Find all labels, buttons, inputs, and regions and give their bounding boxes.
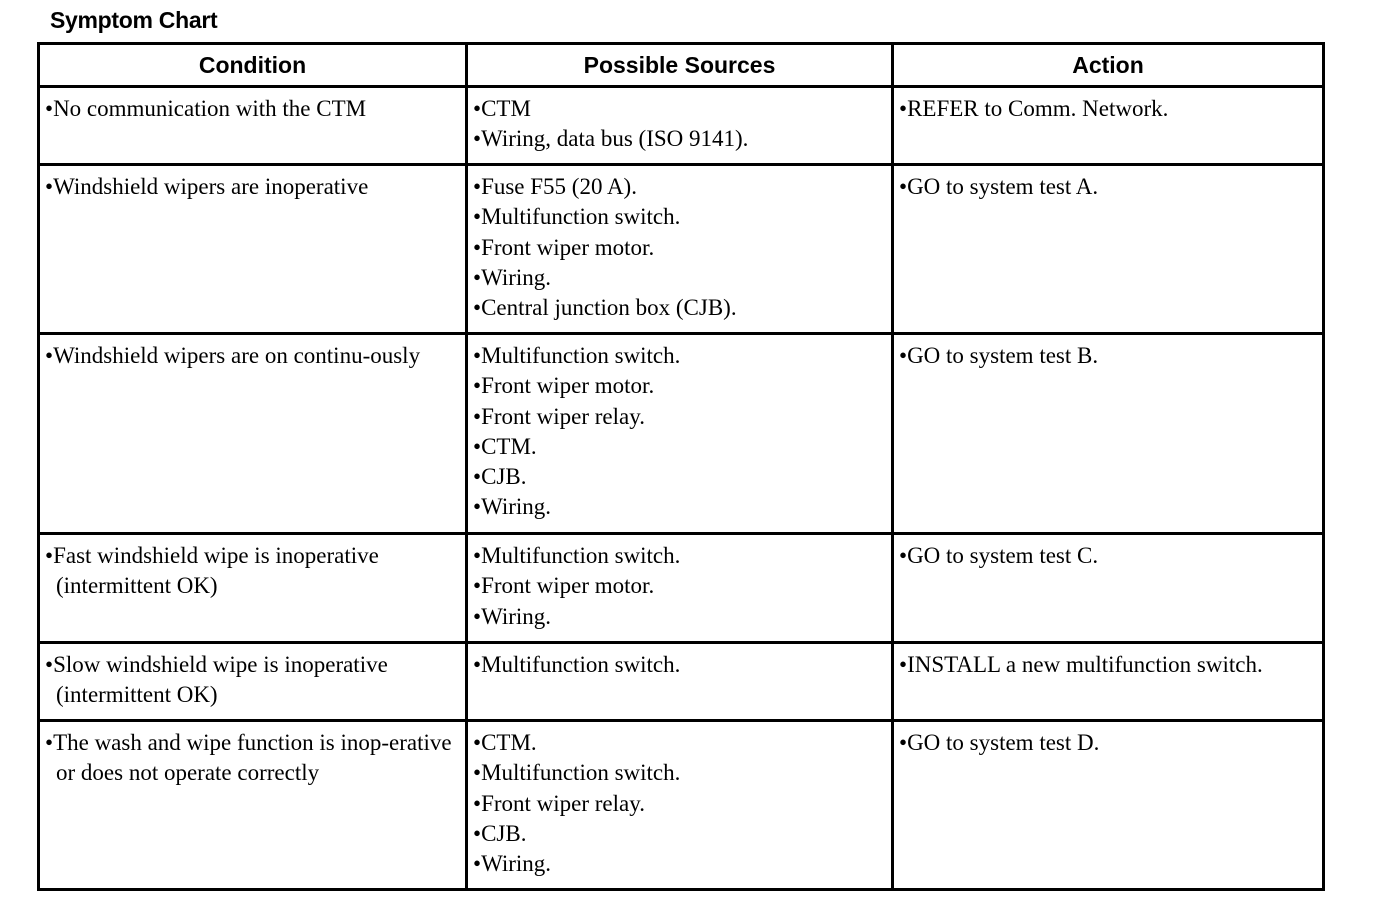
action-text: • GO to system test B. bbox=[899, 341, 1314, 371]
source-item: • CTM. bbox=[473, 728, 883, 758]
source-item: • CTM bbox=[473, 94, 883, 124]
chart-title: Symptom Chart bbox=[50, 7, 218, 33]
action-cell bbox=[893, 643, 1324, 721]
sources-cell bbox=[467, 165, 893, 334]
condition-cell bbox=[39, 87, 467, 165]
source-item: • Front wiper motor. bbox=[473, 371, 883, 401]
table-row bbox=[39, 165, 1324, 334]
source-item: • Wiring. bbox=[473, 263, 883, 293]
action-cell bbox=[893, 721, 1324, 890]
action-text: • INSTALL a new multifunction switch. bbox=[899, 650, 1314, 680]
condition-header: Condition bbox=[39, 44, 467, 87]
condition-text: • Slow windshield wipe is inoperative (intermittent OK) bbox=[45, 650, 457, 711]
source-item: • Front wiper relay. bbox=[473, 789, 883, 819]
action-text: • GO to system test D. bbox=[899, 728, 1314, 758]
condition-cell bbox=[39, 721, 467, 890]
condition-text: • No communication with the CTM bbox=[45, 94, 457, 124]
sources-cell bbox=[467, 334, 893, 534]
condition-text: • Windshield wipers are on continu-ously bbox=[45, 341, 457, 371]
condition-text: • Windshield wipers are inoperative bbox=[45, 172, 457, 202]
source-item: • Wiring. bbox=[473, 849, 883, 879]
source-item: • CJB. bbox=[473, 462, 883, 492]
source-item: • CJB. bbox=[473, 819, 883, 849]
action-header: Action bbox=[893, 44, 1324, 87]
possible-sources-header: Possible Sources bbox=[467, 44, 893, 87]
action-text: • GO to system test C. bbox=[899, 541, 1314, 571]
table-row bbox=[39, 534, 1324, 643]
source-item: • Central junction box (CJB). bbox=[473, 293, 883, 323]
condition-cell bbox=[39, 165, 467, 334]
table-row bbox=[39, 643, 1324, 721]
table-row bbox=[39, 334, 1324, 534]
source-item: • Multifunction switch. bbox=[473, 341, 883, 371]
table-row bbox=[39, 87, 1324, 165]
sources-cell bbox=[467, 534, 893, 643]
source-item: • Front wiper motor. bbox=[473, 571, 883, 601]
source-item: • Fuse F55 (20 A). bbox=[473, 172, 883, 202]
sources-cell bbox=[467, 87, 893, 165]
source-item: • Multifunction switch. bbox=[473, 758, 883, 788]
condition-cell bbox=[39, 643, 467, 721]
header-row bbox=[39, 44, 1324, 87]
source-item: • Multifunction switch. bbox=[473, 541, 883, 571]
sources-cell bbox=[467, 721, 893, 890]
table-row bbox=[39, 721, 1324, 890]
source-item: • Wiring. bbox=[473, 492, 883, 522]
action-text: • REFER to Comm. Network. bbox=[899, 94, 1314, 124]
condition-cell bbox=[39, 534, 467, 643]
sources-cell bbox=[467, 643, 893, 721]
action-cell bbox=[893, 87, 1324, 165]
source-item: • Front wiper relay. bbox=[473, 402, 883, 432]
source-item: • Wiring. bbox=[473, 602, 883, 632]
source-item: • CTM. bbox=[473, 432, 883, 462]
source-item: • Front wiper motor. bbox=[473, 233, 883, 263]
condition-text: • Fast windshield wipe is inoperative (intermittent OK) bbox=[45, 541, 457, 602]
condition-text: • The wash and wipe function is inop-erative or does not operate correctly bbox=[45, 728, 457, 789]
source-item: • Wiring, data bus (ISO 9141). bbox=[473, 124, 883, 154]
action-cell bbox=[893, 534, 1324, 643]
action-cell bbox=[893, 334, 1324, 534]
source-item: • Multifunction switch. bbox=[473, 202, 883, 232]
source-item: • Multifunction switch. bbox=[473, 650, 883, 680]
condition-cell bbox=[39, 334, 467, 534]
symptom-chart-table bbox=[37, 42, 1325, 891]
action-text: • GO to system test A. bbox=[899, 172, 1314, 202]
action-cell bbox=[893, 165, 1324, 334]
